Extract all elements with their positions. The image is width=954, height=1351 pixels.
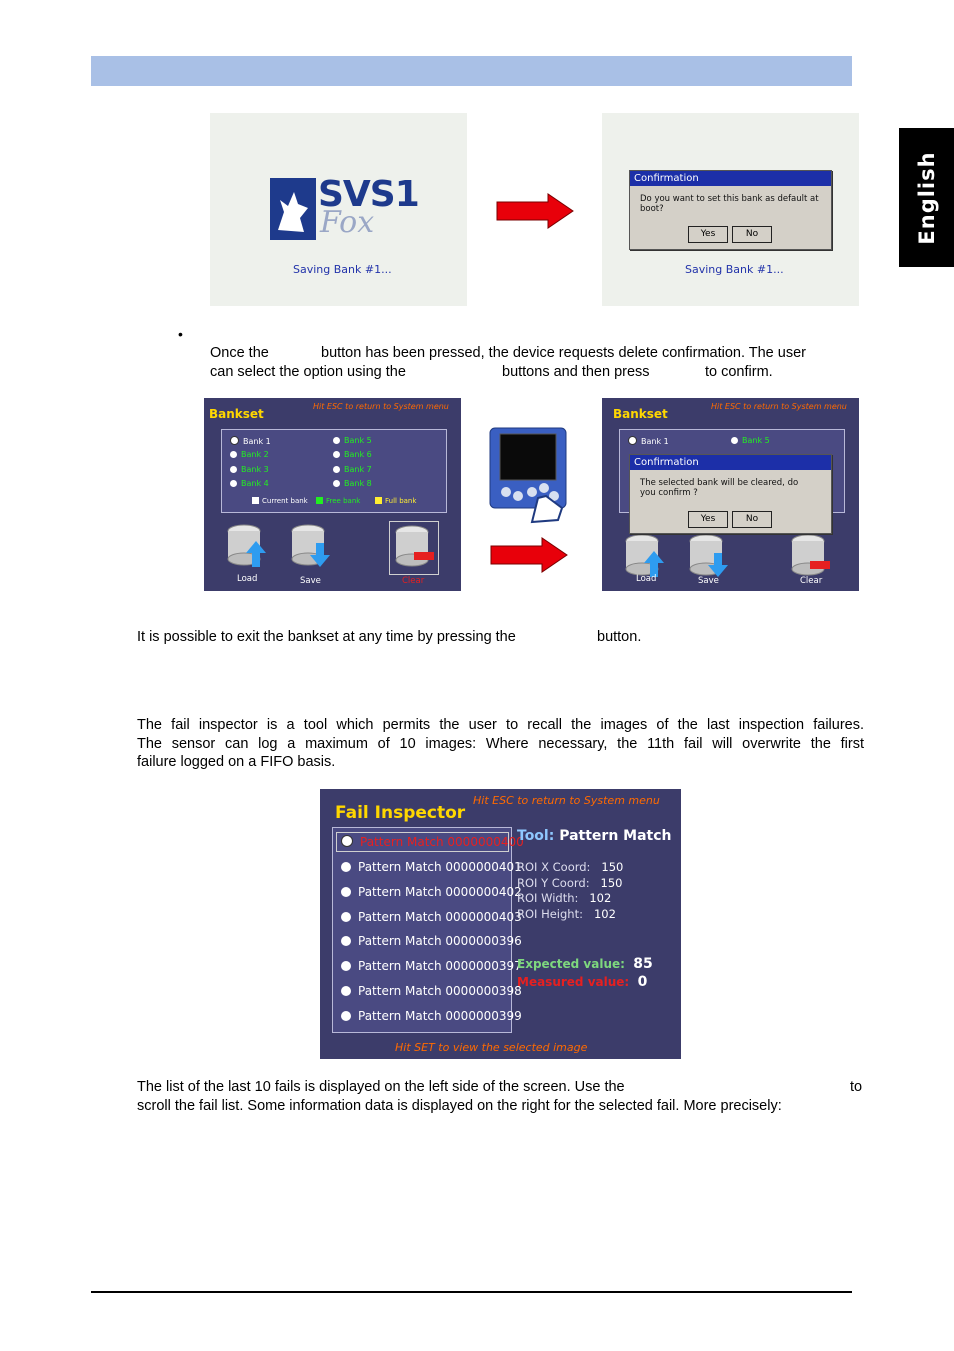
text-fragment: It is possible to exit the bankset at any time by pressing the [137,629,516,645]
bank-option[interactable]: Bank 6 [333,450,372,459]
load-database-icon[interactable] [624,533,664,579]
text-fragment: to [850,1079,863,1095]
paragraph-line: scroll the fail list. Some information data is displayed on the right for the selected fail. More precisely: [137,1097,782,1114]
fail-list-item[interactable]: Pattern Match 0000000397 [341,959,522,973]
tool-value: Pattern Match [559,828,672,844]
no-button[interactable]: No [732,226,772,243]
footer-rule [91,1291,852,1293]
fail-inspector-screen [320,789,681,1059]
bank-option[interactable]: Bank 8 [333,479,372,488]
text-fragment: buttons and then press [502,363,650,380]
fail-list-item[interactable]: Pattern Match 0000000403 [341,910,522,924]
text-fragment: can select the option using the [210,363,406,380]
set-hint: Hit SET to view the selected image [395,1041,588,1054]
text-fragment: Once the [210,345,269,361]
fail-list-item[interactable]: Pattern Match 0000000401 [341,860,522,874]
bankset-title: Bankset [613,407,668,421]
legend-full: Full bank [375,497,416,505]
save-database-icon[interactable] [688,533,728,579]
fail-list-item[interactable]: Pattern Match 0000000398 [341,984,522,998]
text-fragment: to confirm. [705,363,773,380]
header-bar [91,56,852,86]
yes-button[interactable]: Yes [688,511,728,528]
bank-option[interactable]: Bank 5 [333,436,372,445]
exit-paragraph [137,628,857,647]
load-label: Load [237,574,258,584]
bank-option[interactable]: Bank 2 [230,450,269,459]
expected-value-line: Expected value: 85 [517,956,653,972]
paragraph-line: The sensor can log a maximum of 10 images: Where necessary, the 11th fail will overwrite the first [137,735,864,752]
saving-status-text: Saving Bank #1... [685,263,784,276]
text-fragment: button. [597,629,642,645]
clear-label: Clear [402,576,425,586]
esc-hint: Hit ESC to return to System menu [313,402,449,411]
fail-list-item[interactable]: Pattern Match 0000000400 [341,835,524,849]
language-tab [899,128,954,267]
clear-database-icon[interactable] [790,533,830,579]
right-arrow-icon [490,537,568,573]
clear-label: Clear [800,576,823,586]
dialog-message: Do you want to set this bank as default at boot? [640,194,819,214]
text-fragment: button has been pressed, the device requests delete confirmation. The user [321,345,806,361]
no-button[interactable]: No [732,511,772,528]
fail-list-item[interactable]: Pattern Match 0000000399 [341,1009,522,1023]
paragraph-line: failure logged on a FIFO basis. [137,754,336,770]
right-arrow-icon [496,193,574,229]
save-label: Save [698,576,719,586]
fail-list-item[interactable]: Pattern Match 0000000396 [341,934,522,948]
load-database-icon[interactable] [226,523,266,569]
bankset-screen-left [204,398,461,591]
bank-list-panel [221,429,447,513]
bank-option[interactable]: Bank 3 [230,465,269,474]
text-fragment: The list of the last 10 fails is displayed on the left side of the screen. Use the [137,1079,625,1095]
fail-list-item[interactable]: Pattern Match 0000000402 [341,885,522,899]
dialog-title: Confirmation [630,171,831,186]
device-keypad-icon [488,426,568,524]
bullet-paragraph [210,344,864,381]
bank-option[interactable]: Bank 1 [230,436,271,446]
fail-list[interactable] [332,827,524,1033]
bank-option[interactable]: Bank 1 [628,436,669,446]
logo-text-top: SVS1 [318,174,419,215]
bank-option[interactable]: Bank 5 [731,436,770,445]
save-label: Save [300,576,321,586]
save-database-icon[interactable] [290,523,330,569]
roi-width-line: ROI Width: 102 [517,891,612,905]
bankset-title: Bankset [209,407,264,421]
bank-option[interactable]: Bank 4 [230,479,269,488]
fail-list-paragraph [137,1078,864,1115]
saving-status-text: Saving Bank #1... [293,263,392,276]
confirmation-dialog [629,454,832,534]
language-tab-label: English [914,150,939,245]
bankset-screen-right [602,398,859,591]
esc-hint: Hit ESC to return to System menu [711,402,847,411]
fail-inspector-title: Fail Inspector [335,803,466,823]
clear-database-icon[interactable] [394,524,434,570]
confirmation-dialog [629,170,832,250]
legend-current: Current bank [252,497,308,505]
measured-value-line: Measured value: 0 [517,974,648,990]
paragraph-line: The fail inspector is a tool which permits the user to recall the images of the last inspection failures. [137,717,864,733]
load-label: Load [636,574,657,584]
roi-x-line: ROI X Coord: 150 [517,860,624,874]
bullet-marker: • [178,326,183,342]
roi-height-line: ROI Height: 102 [517,907,616,921]
roi-y-line: ROI Y Coord: 150 [517,876,623,890]
dialog-title: Confirmation [630,455,831,470]
saving-screen-left [210,113,467,306]
fail-inspector-paragraph [137,716,864,772]
yes-button[interactable]: Yes [688,226,728,243]
dialog-message: The selected bank will be cleared, do you confirm ? [640,478,799,498]
tool-label: Tool: [517,828,555,844]
saving-screen-right [602,113,859,306]
bank-option[interactable]: Bank 7 [333,465,372,474]
logo-text-bottom: Fox [320,205,375,240]
esc-hint: Hit ESC to return to System menu [473,794,660,807]
legend-free: Free bank [316,497,360,505]
tool-line [517,828,672,844]
